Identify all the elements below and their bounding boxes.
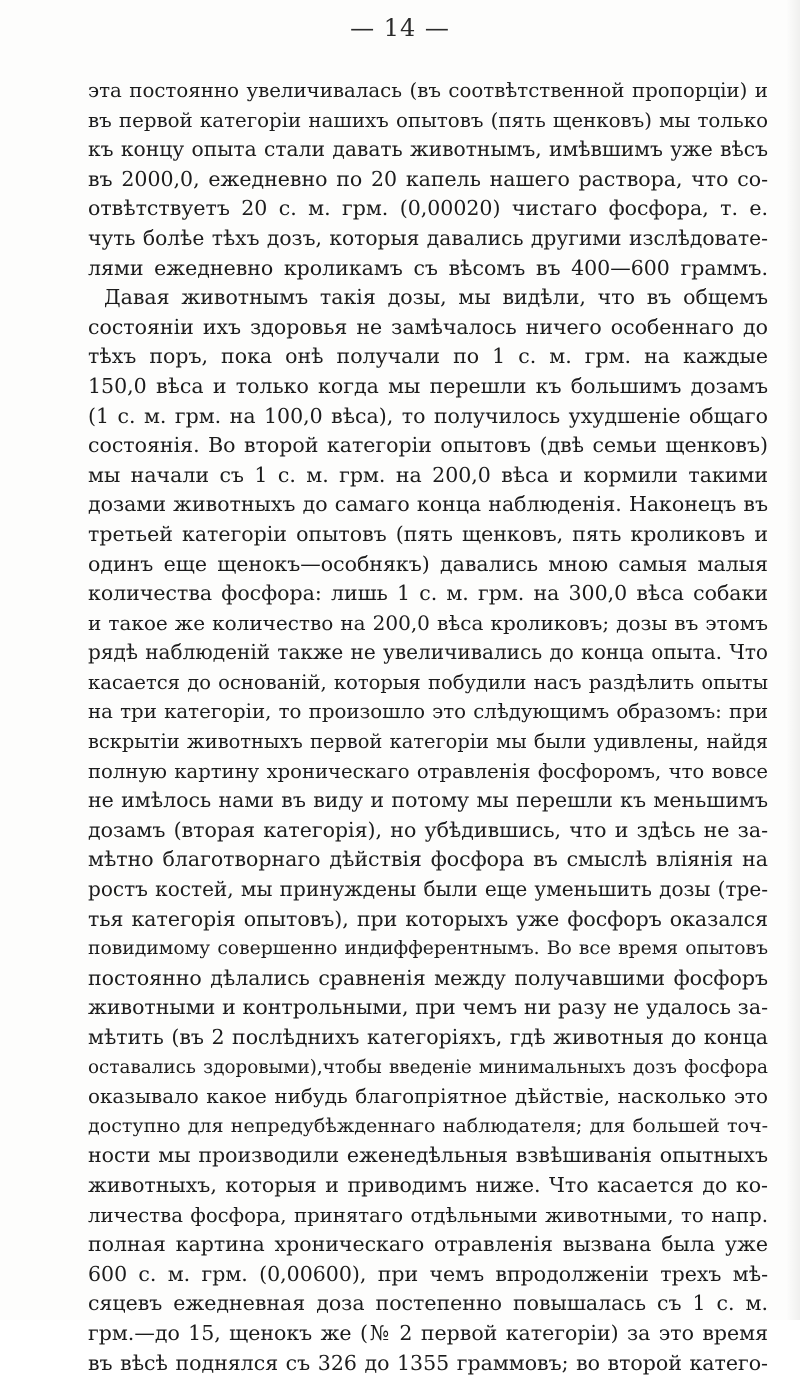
text-line: лями ежедневно кроликамъ съ вѣсомъ въ 400—600 граммъ. xyxy=(88,255,768,280)
text-line: мѣтить (въ 2 послѣднихъ категоріяхъ, гдѣ животныя до конца xyxy=(88,1025,768,1049)
text-line: полную картину хроническаго отравленія фосфоромъ, что вовсе xyxy=(88,759,768,783)
text-line: одинъ еще щенокъ—особнякъ) давались мною самыя малыя xyxy=(88,551,768,576)
text-line: оставались здоровыми),чтобы введеніе минимальныхъ дозъ фосфора xyxy=(88,1056,768,1078)
text-line: личества фосфора, принятаго отдѣльными животными, то напр. xyxy=(88,1203,768,1227)
text-line: въ 2000,0, ежедневно по 20 капель нашего раствора, что со- xyxy=(88,166,768,191)
text-line: къ концу опыта стали давать животнымъ, имѣвшимъ уже вѣсъ xyxy=(88,137,768,162)
text-line: третьей категоріи опытовъ (пять щенковъ, пять кроликовъ и xyxy=(88,521,768,546)
text-line: грм.—до 15, щенокъ же (№ 2 первой категоріи) за это время xyxy=(88,1320,768,1345)
text-line: постоянно дѣлались сравненія между получавшими фосфоръ xyxy=(88,965,768,990)
text-line: въ первой категоріи нашихъ опытовъ (пять щенковъ) мы только xyxy=(88,108,768,132)
text-line: сяцевъ ежедневная доза постепенно повышалась съ 1 с. м. xyxy=(88,1291,768,1316)
text-line: мы начали съ 1 с. м. грм. на 200,0 вѣса и кормили такими xyxy=(88,462,768,487)
text-line: оказывало какое нибудь благопріятное дѣйствіе, насколько это xyxy=(88,1085,768,1109)
text-line: 600 с. м. грм. (0,00600), при чемъ впродолженіи трехъ мѣ- xyxy=(88,1261,768,1286)
body-text xyxy=(88,76,768,1378)
text-line: тѣхъ поръ, пока онѣ получали по 1 с. м. грм. на каждые xyxy=(88,344,768,369)
text-line: не имѣлось нами въ виду и потому мы перешли къ меньшимъ xyxy=(88,788,768,813)
text-line: и такое же количество на 200,0 вѣса кроликовъ; дозы въ этомъ xyxy=(88,610,768,635)
text-line: состоянія. Во второй категоріи опытовъ (двѣ семьи щенковъ) xyxy=(88,433,768,458)
text-line: доступно для непредубѣжденнаго наблюдателя; для большей точ- xyxy=(88,1114,768,1137)
text-line: полная картина хроническаго отравленія вызвана была уже xyxy=(88,1232,768,1257)
text-line: касается до основаній, которыя побудили насъ раздѣлить опыты xyxy=(88,670,768,694)
text-line: отвѣтствуетъ 20 с. м. грм. (0,00020) чистаго фосфора, т. е. xyxy=(88,196,768,221)
text-line: животныхъ, которыя и приводимъ ниже. Что касается до ко- xyxy=(88,1172,768,1197)
text-line: вскрытіи животныхъ первой категоріи мы были удивлены, найдя xyxy=(88,730,768,754)
text-line: въ вѣсѣ поднялся съ 326 до 1355 граммовъ; во второй катего- xyxy=(88,1350,768,1375)
text-line: повидимому совершенно индифферентнымъ. Во все время опытовъ xyxy=(88,938,768,960)
text-line: ности мы производили еженедѣльныя взвѣшиванія опытныхъ xyxy=(88,1143,768,1168)
text-line: дозамъ (вторая категорія), но убѣдившись, что и здѣсь не за- xyxy=(88,817,768,842)
text-line: (1 с. м. грм. на 100,0 вѣса), то получилось ухудшеніе общаго xyxy=(88,403,768,428)
text-line: мѣтно благотворнаго дѣйствія фосфора въ смыслѣ вліянія на xyxy=(88,847,768,872)
page-edge-shadow xyxy=(786,0,800,1320)
text-line: дозами животныхъ до самаго конца наблюденія. Наконецъ въ xyxy=(88,492,768,517)
text-line: 150,0 вѣса и только когда мы перешли къ большимъ дозамъ xyxy=(88,373,768,398)
text-line: на три категоріи, то произошло это слѣдующимъ образомъ: при xyxy=(88,700,768,724)
text-line: состояніи ихъ здоровья не замѣчалось ничего особеннаго до xyxy=(88,314,768,339)
text-line: ростъ костей, мы принуждены были еще уменьшить дозы (тре- xyxy=(88,877,768,902)
text-line: рядѣ наблюденій также не увеличивались до конца опыта. Что xyxy=(88,640,768,665)
text-line: животными и контрольными, при чемъ ни разу не удалось за- xyxy=(88,995,768,1020)
text-line: эта постоянно увеличивалась (въ соотвѣтственной пропорціи) и xyxy=(88,79,768,102)
text-line: чуть болѣе тѣхъ дозъ, которыя давались другими изслѣдовате- xyxy=(88,225,768,250)
text-line: тья категорія опытовъ), при которыхъ уже фосфоръ оказался xyxy=(88,906,768,931)
page-number: — 14 — xyxy=(350,14,450,42)
text-line: Давая животнымъ такія дозы, мы видѣли, что въ общемъ xyxy=(104,285,768,310)
text-line: количества фосфора: лишь 1 с. м. грм. на 300,0 вѣса собаки xyxy=(88,581,768,606)
